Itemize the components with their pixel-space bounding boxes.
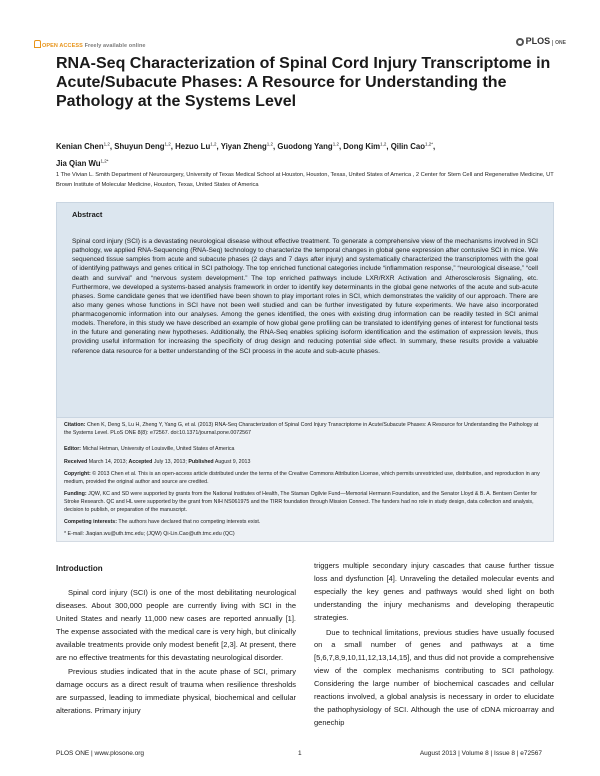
plos-circle-icon <box>516 38 524 46</box>
author-name: Qilin Cao$^{1,2*}$, <box>390 141 436 151</box>
body-paragraph: Spinal cord injury (SCI) is one of the most debilitating neurological diseases. About 300,000 people are currently living with SCI in the United States and nearly 11,000 new cases are reported annually [1]. The expense associated with the medical care is very high, but clinically available treatments provide only modest benefit [2,3]. At present, there are no effective treatments for this devastating neurological disorder. <box>56 588 296 662</box>
editor: Editor: Michal Hetman, University of Louisville, United States of America <box>64 446 235 452</box>
author-name: Yiyan Zheng$^{1,2}$, <box>220 141 278 151</box>
citation: Citation: Chen K, Deng S, Lu H, Zheng Y, Yang G, et al. (2013) RNA-Seq Characterization of Spinal Cord Injury Transcriptome in Acute/Subacute Phases: A Resource for Understanding the Pathology at the Systems Level. PLoS ONE 8(8): e72567. doi:10.1371/journal.pone.0072567 <box>64 422 539 436</box>
body-paragraph: Due to technical limitations, previous studies have usually focused on a small number of genes and pathways at a time [5,6,7,8,9,10,11,12,13,14,15], and thus did not provide a comprehensive view of the complex mechanisms contributing to SCI pathology. Considering the large number of biochemical cascades and cellular reactions involved, a global analysis is necessary in order to elucidate the pathophysiology of SCI. Although the use of cDNA microarray and genechip <box>314 627 554 727</box>
open-access-badge <box>34 40 146 49</box>
article-title: RNA-Seq Characterization of Spinal Cord Injury Transcriptome in Acute/Subacute Phases: A Resource for Understanding the Pathology at the Systems Level <box>56 55 551 110</box>
abstract-text <box>72 237 538 356</box>
left-column <box>56 587 296 720</box>
plos-logo-suffix: ONE <box>552 40 566 46</box>
body-paragraph: triggers multiple secondary injury cascades that cause further tissue loss and dysfunction [4]. Unraveling the detailed molecular events and especially the key genes and pathways would shed light on both understanding the injury mechanisms and developing therapeutic strategies. <box>314 561 554 622</box>
footer-journal: PLOS ONE | www.plosone.org <box>56 750 145 757</box>
body-paragraph: Previous studies indicated that in the acute phase of SCI, primary damage occurs as a direct result of trauma when resilience thresholds are surpassed, leading to immediate physical, biochemical and cellular alterations. Primary injury <box>56 667 296 716</box>
open-access-label: OPEN ACCESS <box>42 43 83 49</box>
author-name: Hezuo Lu$^{1,2}$, <box>175 141 221 151</box>
freely-available-label: Freely available online <box>84 43 146 49</box>
affiliations: 1 The Vivian L. Smith Department of Neurosurgery, University of Texas Medical School at Houston, Houston, Texas, United States of America , 2 Center for Stem Cell and Regenerative Medicine, UT Brown Institute of Molecular Medicine, Houston, Texas, United States of America <box>56 172 554 188</box>
footer-page-number: 1 <box>298 750 302 757</box>
author-list <box>56 136 556 171</box>
abstract-heading: Abstract <box>72 210 103 219</box>
corresponding-email: * E-mail: Jiaqian.wu@uth.tmc.edu; (JQW) Qi-Lin.Cao@uth.tmc.edu (QC) <box>64 531 235 537</box>
introduction-heading: Introduction <box>56 564 103 573</box>
open-lock-icon <box>34 40 41 48</box>
author-name: Dong Kim$^{1,2}$, <box>343 141 391 151</box>
plos-one-logo <box>516 36 566 46</box>
funding: Funding: JQW, KC and SD were supported by grants from the National Institutes of Health, The Staman Ogilvie Fund—Memorial Hermann Foundation, and the Senator Lloyd & B. A. Bentsen Center for Stroke Research. QC and HL were supported by the grant from NIH NS061975 and the TIRR foundation through Mission Connect. The funders had no role in study design, data collection and analysis, decision to publish, or preparation of the manuscript. <box>64 491 538 513</box>
author-name: Shuyun Deng$^{1,2}$, <box>114 141 176 151</box>
competing-interests: Competing interests: The authors have declared that no competing interests exist. <box>64 519 261 525</box>
right-column <box>314 560 554 732</box>
author-name: Guodong Yang$^{1,2}$, <box>277 141 344 151</box>
author-name: Kenian Chen$^{1,2}$, <box>56 141 115 151</box>
footer-issue: August 2013 | Volume 8 | Issue 8 | e72567 <box>419 750 542 757</box>
copyright: Copyright: © 2013 Chen et al. This is an open-access article distributed under the terms of the Creative Commons Attribution License, which permits unrestricted use, distribution, and reproduction in any medium, provided the original author and source are credited. <box>64 471 540 485</box>
author-name: Jia Qian $Wu^{1,2*}$ <box>56 158 109 169</box>
plos-logo-text: PLOS <box>525 36 551 46</box>
abstract-paragraph: Spinal cord injury (SCI) is a devastating neurological disease without effective treatment. To generate a comprehensive view of the mechanisms involved in SCI pathology, we applied RNA-Sequencing (RNA-Seq) technology to characterize the temporal changes in global gene expression after contusive SCI in mice. We sequenced tissue samples from acute and subacute phases (2 days and 7 days after injury) and systematically characterized the transcriptomes with the goal of identifying pathways and genes critical in SCI pathology. The top enriched functional categories include “inflammation response,” “neurological disease,” “cell death and survival” and “nervous system development.” The top enriched pathways include LXR/RXR Activation and Atherosclerosis Signaling, etc. Furthermore, we developed a systems-based analysis framework in order to identify key determinants in the global gene networks of the acute and sub-acute phases. Some candidate genes that we identified have been shown to play important roles in SCI, which demonstrates the validity of our approach. There are also many genes whose functions in SCI have not been well studied and can be further investigated by future experiments. We have also incorporated pharmacogenomic information into our analyses. Among the genes identified, the ones with existing drug information can be readily tested in SCI animal models. Therefore, in this study we have described an example of how global gene profiling can be translated to identifying genes of interest for functional tests in the future and generating new hypotheses. Additionally, the RNA-Seq enables splicing isoform identification and the estimation of expression levels, thus providing useful information for increasing the specificity of drug design and reducing potential side effect. In summary, these results provide a valuable reference data resource for a better understanding of the SCI process in the acute and sub-acute phases. <box>72 238 538 355</box>
dates: Received March 14, 2013; Accepted July 13, 2013; Published August 9, 2013 <box>64 459 251 465</box>
